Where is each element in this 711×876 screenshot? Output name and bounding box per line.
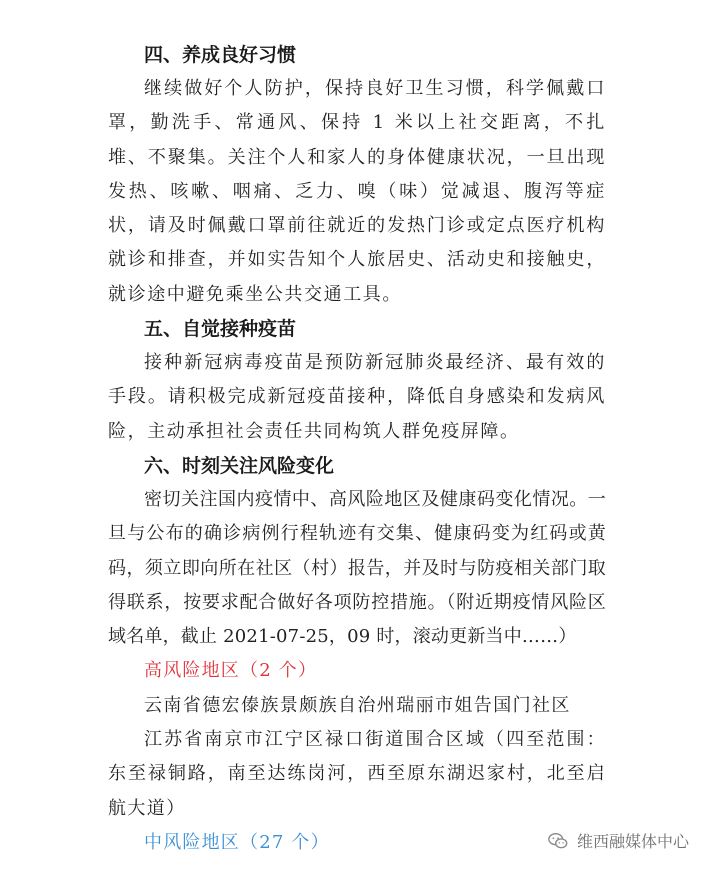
section-heading: 五、自觉接种疫苗 [144, 318, 297, 341]
section-vaccination [108, 312, 606, 449]
section-risk-changes [108, 449, 606, 654]
watermark [547, 829, 689, 852]
high-risk-area-item: 云南省德宏傣族景颇族自治州瑞丽市姐告国门社区 [144, 694, 571, 716]
high-risk-label: 高风险地区（2 个） [144, 660, 318, 682]
section-heading: 六、时刻关注风险变化 [144, 454, 335, 477]
section-paragraph: 密切关注国内疫情中、高风险地区及健康码变化情况。一旦与公布的确诊病例行程轨迹有交集、健康码变为红码或黄码，须立即向所在社区（村）报告，并及时与防疫相关部门取得联系，按要求配合做好各项防控措施。（附近期疫情风险区域名单，截止 2021-07-25，09 时，滚动更新当中……） [108, 488, 606, 648]
wechat-icon [547, 830, 569, 852]
high-risk-area-item: 江苏省南京市江宁区禄口街道围合区域（四至范围：东至禄铜路，南至达练岗河，西至原东湖迟家村，北至启航大道） [108, 729, 606, 819]
section-heading: 四、养成良好习惯 [144, 44, 297, 66]
medium-risk-label: 中风险地区（27 个） [144, 831, 330, 853]
watermark-text: 维西融媒体中心 [576, 832, 689, 851]
document-page [108, 38, 606, 860]
section-habits [108, 38, 606, 312]
section-paragraph: 继续做好个人防护，保持良好卫生习惯，科学佩戴口罩，勤洗手、常通风、保持 1 米以上社交距离，不扎堆、不聚集。关注个人和家人的身体健康状况，一旦出现发热、咳嗽、咽痛、乏力、嗅（味）觉减退、腹泻等症状，请及时佩戴口罩前往就近的发热门诊或定点医疗机构就诊和排查，并如实告知个人旅居史、活动史和接触史，就诊途中避免乘坐公共交通工具。 [108, 78, 606, 305]
section-paragraph: 接种新冠病毒疫苗是预防新冠肺炎最经济、最有效的手段。请积极完成新冠疫苗接种，降低自身感染和发病风险，主动承担社会责任共同构筑人群免疫屏障。 [108, 352, 606, 442]
